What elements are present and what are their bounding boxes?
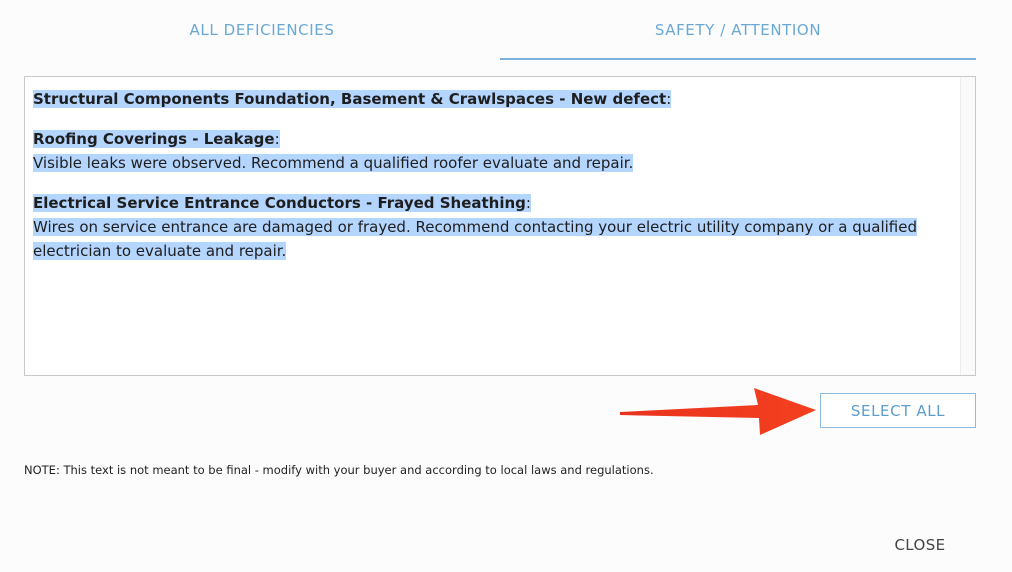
- entry-title-suffix: :: [666, 90, 672, 108]
- entry-body-line-2: electrician to evaluate and repair.: [33, 242, 287, 260]
- entry-body-line-1: Wires on service entrance are damaged or frayed. Recommend contacting your electric utility company or a qualified: [33, 218, 917, 236]
- disclaimer-note: NOTE: This text is not meant to be final - modify with your buyer and according to local laws and regulations.: [24, 463, 654, 477]
- entry-title-suffix: :: [274, 130, 280, 148]
- tab-safety-attention[interactable]: SAFETY / ATTENTION: [500, 0, 976, 60]
- select-all-button[interactable]: SELECT ALL: [820, 393, 976, 428]
- deficiency-text[interactable]: [33, 87, 953, 279]
- scrollbar-track[interactable]: [960, 77, 975, 375]
- entry-roofing: [33, 127, 953, 175]
- red-arrow-icon: [618, 384, 818, 440]
- entry-title: Structural Components Foundation, Basement & Crawlspaces - New defect: [33, 90, 667, 108]
- entry-structural: [33, 87, 953, 111]
- entry-body: Visible leaks were observed. Recommend a qualified roofer evaluate and repair.: [33, 154, 634, 172]
- deficiency-text-area[interactable]: [24, 76, 976, 376]
- tab-all-deficiencies[interactable]: ALL DEFICIENCIES: [189, 21, 335, 39]
- tab-bar: [24, 0, 976, 60]
- entry-title: Roofing Coverings - Leakage: [33, 130, 275, 148]
- entry-title: Electrical Service Entrance Conductors - Frayed Sheathing: [33, 194, 526, 212]
- close-button[interactable]: CLOSE: [882, 532, 958, 558]
- entry-electrical: [33, 191, 953, 263]
- entry-title-suffix: :: [525, 194, 531, 212]
